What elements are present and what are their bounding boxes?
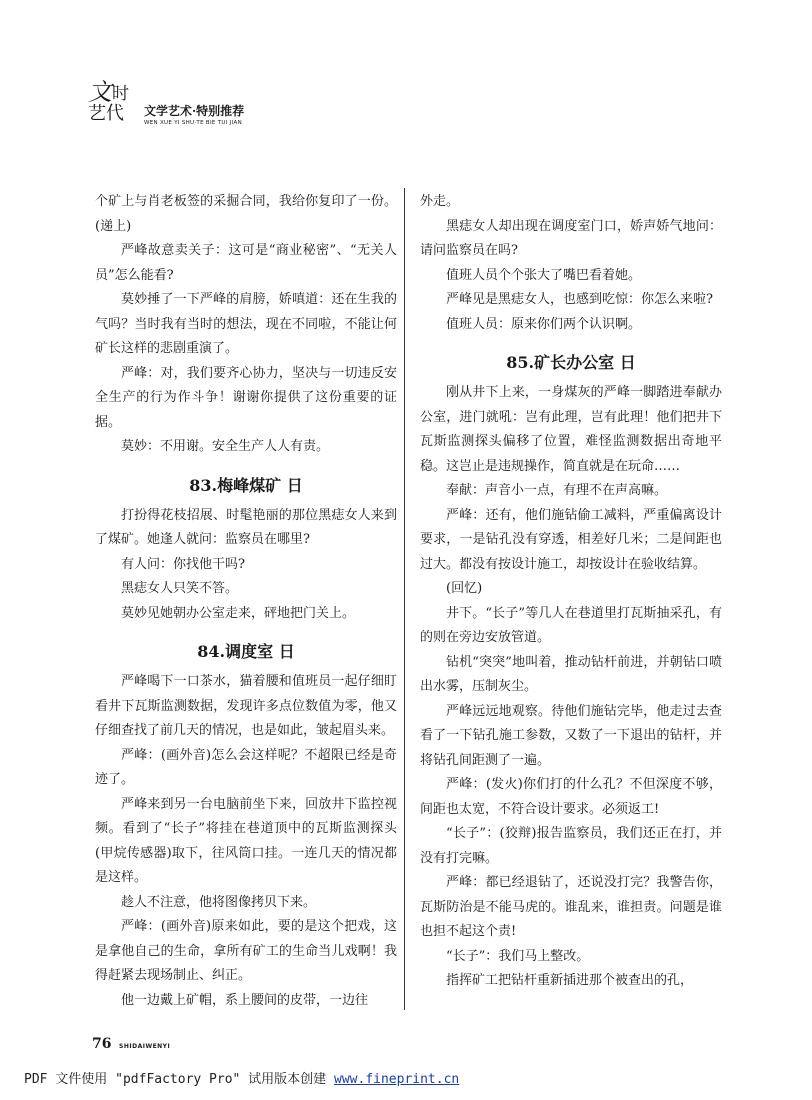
paragraph: 个矿上与肖老板签的采掘合同，我给你复印了一份。(递上) [95, 194, 397, 234]
magazine-name: SHIDAIWENYI [119, 1043, 171, 1050]
paragraph: 严峰：对，我们要齐心协力，坚决与一切违反安全生产的行为作斗争！谢谢你提供了这份重要的证据。 [95, 365, 397, 430]
logo-char-shi: 时 [112, 84, 129, 104]
paragraph: 严峰：(发火)你们打的什么孔？不但深度不够，间距也太宽，不符合设计要求。必须返工! [420, 777, 722, 817]
paragraph: 严峰见是黑痣女人，也感到吃惊：你怎么来啦? [446, 292, 713, 307]
magazine-logo [88, 80, 142, 128]
paragraph: 严峰：(画外音)原来如此，要的是这个把戏，这是拿他自己的生命，拿所有矿工的生命当儿戏啊！我得赶紧去现场制止、纠正。 [95, 919, 397, 983]
paragraph: “长子”：我们马上整改。 [446, 948, 590, 964]
paragraph: 值班人员：原来你们两个认识啊。 [446, 316, 642, 332]
paragraph: 严峰：都已经退钻了，还说没打完？我警告你，瓦斯防治是不能马虎的。谁乱来，谁担责。问题是谁也担不起这个责! [420, 875, 722, 939]
pdf-watermark [24, 1068, 459, 1087]
paragraph: 严峰喝下一口茶水，猫着腰和值班员一起仔细盯看井下瓦斯监测数据，发现许多点位数值为零，他又仔细查找了前几天的情况，也是如此，皱起眉头来。 [95, 674, 397, 738]
paragraph: 打扮得花枝招展、时髦艳丽的那位黑痣女人来到了煤矿。她逢人就问：监察员在哪里? [95, 507, 397, 547]
page-number: 76 [92, 1036, 112, 1052]
watermark-text: PDF 文件使用 "pdfFactory Pro" 试用版本创建 [24, 1072, 335, 1087]
paragraph: 严峰：(画外音)怎么会这样呢？不超限已经是奇迹了。 [95, 747, 397, 787]
logo-char-yidai: 艺代 [88, 103, 124, 124]
scene-heading: 83.梅峰煤矿 日 [189, 475, 303, 495]
paragraph: 有人问：你找他干吗? [121, 556, 245, 572]
paragraph: 严峰故意卖关子：这可是“商业秘密”、“无关人员”怎么能看? [95, 243, 397, 283]
scene-heading: 84.调度室 日 [197, 642, 295, 661]
paragraph: “长子”：(狡辩)报告监察员，我们还正在打，并没有打完嘛。 [420, 826, 722, 866]
paragraph: 刚从井下上来，一身煤灰的严峰一脚踏进奉献办公室，进门就吼：岂有此理，岂有此理！他们把井下瓦斯监测探头偏移了位置，难怪监测数据出奇地平稳。这岂止是违规操作，简直就是在玩命…… [420, 385, 722, 474]
paragraph: 严峰远远地观察。待他们施钻完毕，他走过去查看了一下钻孔施工参数，又数了一下退出的钻杆，并将钻孔间距测了一遍。 [420, 703, 722, 768]
paragraph: 钻机“突突”地叫着，推动钻杆前进，并朝钻口喷出水雾，压制灰尘。 [420, 654, 722, 694]
paragraph: 黑痣女人却出现在调度室门口，娇声娇气地问：请问监察员在吗? [420, 218, 722, 258]
paragraph: 趁人不注意，他将图像拷贝下来。 [121, 894, 317, 910]
paragraph: 奉献：声音小一点，有理不在声高嘛。 [446, 483, 668, 498]
paragraph: 值班人员个个张大了嘴巴看着她。 [446, 267, 642, 283]
watermark-link[interactable]: www.fineprint.cn [334, 1072, 460, 1087]
section-title: 文学艺术·特别推荐 [144, 104, 245, 118]
scene-heading: 85.矿长办公室 日 [506, 353, 636, 372]
right-column [420, 190, 722, 994]
left-column [95, 190, 397, 1013]
paragraph: 井下。“长子”等几人在巷道里打瓦斯抽采孔，有的则在旁边安放管道。 [420, 605, 722, 645]
paragraph: (回忆) [446, 581, 483, 596]
paragraph: 莫妙捶了一下严峰的肩膀，娇嗔道：还在生我的气吗？当时我有当时的想法，现在不同啦，不能让何矿长这样的悲剧重演了。 [95, 292, 397, 356]
paragraph: 严峰：还有，他们施钻偷工减料，严重偏离设计要求，一是钻孔没有穿透，相差好几米；二是间距也过大。都没有按设计施工，却按设计在验收结算。 [420, 507, 722, 572]
paragraph: 他一边戴上矿帽，系上腰间的皮带，一边往 [121, 992, 369, 1008]
paragraph: 严峰来到另一台电脑前坐下来，回放井下监控视频。看到了“长子”将挂在巷道顶中的瓦斯监测探头(甲烷传感器)取下，往风筒口挂。一连几天的情况都是这样。 [95, 796, 397, 885]
logo-char-wen: 文 [88, 78, 112, 106]
paragraph: 外走。 [420, 194, 460, 209]
paragraph: 黑痣女人只笑不答。 [121, 581, 239, 596]
paragraph: 莫妙：不用谢。安全生产人人有责。 [121, 439, 330, 454]
paragraph: 指挥矿工把钻杆重新插进那个被查出的孔， [446, 973, 694, 988]
section-subtitle: WEN XUE YI SHU·TE BIE TUI JIAN [144, 120, 243, 126]
paragraph: 莫妙见她朝办公室走来，砰地把门关上。 [121, 605, 356, 621]
page-footer [92, 1036, 170, 1052]
column-divider [404, 188, 405, 1010]
